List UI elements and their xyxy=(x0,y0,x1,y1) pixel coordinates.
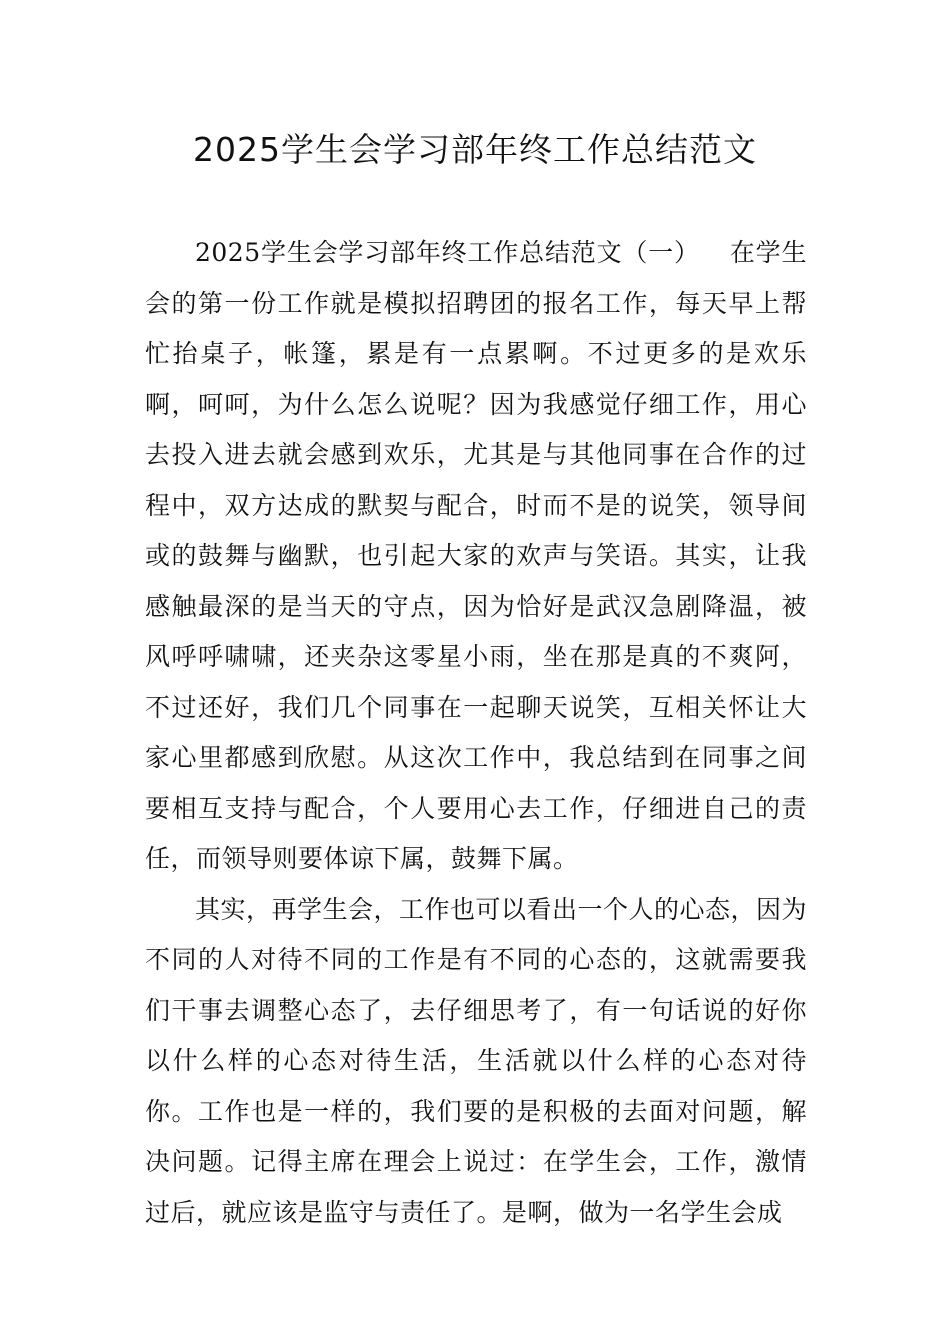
section-subtitle: 2025学生会学习部年终工作总结范文（一） xyxy=(195,238,700,267)
document-title: 2025学生会学习部年终工作总结范文 xyxy=(193,130,757,169)
paragraph-2: 其实，再学生会，工作也可以看出一个人的心态，因为不同的人对待不同的工作是有不同的心态的，这就需要我们干事去调整心态了，去仔细思考了，有一句话说的好你以什么样的心态对待生活，生活就以什么样的心态对待你。工作也是一样的，我们要的是积极的去面对问题，解决问题。记得主席在理会上说过：在学生会，工作，激情过后，就应该是监守与责任了。是啊，做为一名学生会成 xyxy=(145,894,808,1227)
document-body xyxy=(145,228,807,1238)
paragraph-1-text: 在学生会的第一份工作就是模拟招聘团的报名工作，每天早上帮忙抬桌子，帐篷，累是有一点累啊。不过更多的是欢乐啊，呵呵，为什么怎么说呢？因为我感觉仔细工作，用心去投入进去就会感到欢乐，尤其是与其他同事在合作的过程中，双方达成的默契与配合，时而不是的说笑，领导间或的鼓舞与幽默，也引起大家的欢声与笑语。其实，让我感触最深的是当天的守点，因为恰好是武汉急剧降温，被风呼呼啸啸，还夹杂这零星小雨，坐在那是真的不爽阿，不过还好，我们几个同事在一起聊天说笑，互相关怀让大家心里都感到欣慰。从这次工作中，我总结到在同事之间要相互支持与配合，个人要用心去工作，仔细进自己的责任，而领导则要体谅下属，鼓舞下属。 xyxy=(145,238,807,873)
paragraph-1 xyxy=(145,228,807,885)
